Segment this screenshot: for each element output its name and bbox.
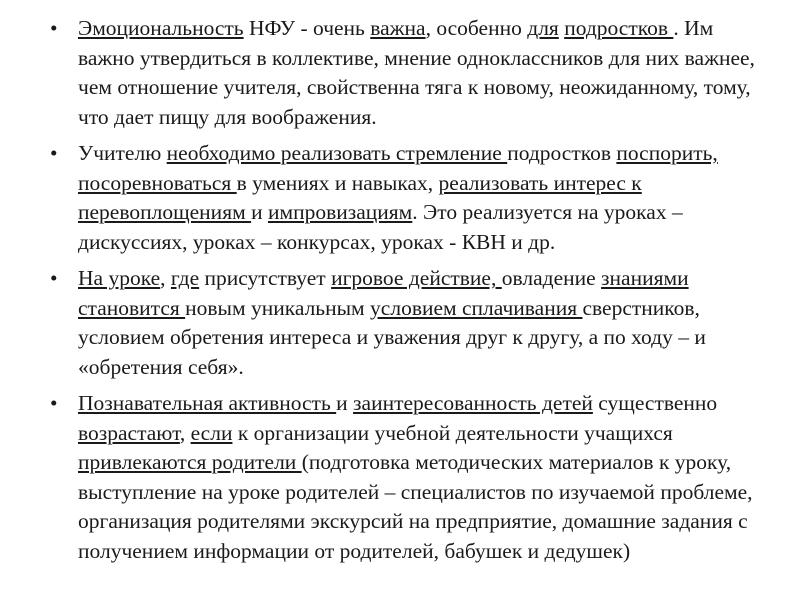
underlined-text: привлекаются родители	[78, 450, 302, 474]
text-segment: . Им важно утвердиться в коллективе, мнение одноклассников для них важнее, чем отношение учителя, свойственна тяга к новому, неожиданному, тому, что дает пищу для воображения.	[78, 16, 755, 129]
text-segment: и	[336, 391, 354, 415]
underlined-text: для	[527, 16, 559, 40]
underlined-text: условием сплачивания	[370, 295, 583, 320]
bullet-marker: •	[50, 266, 58, 290]
underlined-text: где	[170, 266, 200, 290]
underlined-text: если	[190, 420, 233, 445]
bullet-item	[50, 389, 770, 566]
text-segment: Учителю	[78, 141, 167, 165]
underlined-text: реализовать интерес к перевоплощениям	[78, 170, 642, 224]
underlined-text: знаниями становится	[78, 266, 689, 320]
text-segment: НФУ - очень	[243, 16, 371, 40]
underlined-text: важна	[370, 16, 426, 40]
bullet-marker: •	[50, 141, 58, 165]
text-segment: овладение	[501, 266, 602, 290]
underlined-text: Познавательная активность	[78, 391, 337, 415]
underlined-text: импровизациям	[267, 200, 413, 224]
text-segment: и	[251, 200, 268, 224]
text-segment: подростков	[507, 141, 617, 165]
text-segment: , особенно	[425, 16, 528, 40]
bullet-item	[50, 139, 770, 257]
text-segment: . Это реализуется на уроках – дискуссиях, уроках – конкурсах, уроках - КВН и др.	[78, 200, 683, 254]
bullet-marker: •	[50, 391, 58, 415]
text-segment: существенно	[592, 391, 718, 415]
text-segment: сверстников, условием обретения интереса и уважения друг к другу, а по ходу – и «обретения себя».	[78, 295, 706, 379]
underlined-text: поспорить, посоревноваться	[78, 141, 718, 195]
underlined-text: На уроке	[78, 266, 161, 290]
underlined-text: Эмоциональность	[78, 16, 244, 40]
bullet-item	[50, 264, 770, 382]
underlined-text: игровое действие,	[331, 266, 502, 290]
text-segment: новым уникальным	[185, 295, 371, 320]
bullet-item	[50, 14, 770, 132]
underlined-text: подростков	[564, 16, 674, 40]
underlined-text: необходимо реализовать стремление	[166, 141, 508, 165]
bullet-list	[50, 14, 770, 573]
underlined-text: возрастают	[78, 420, 180, 445]
text-segment: в умениях и навыках,	[236, 170, 439, 195]
underlined-text: заинтересованность детей	[353, 391, 593, 415]
text-segment: ,	[160, 266, 171, 290]
text-segment: к организации учебной деятельности учащихся	[232, 420, 673, 445]
text-segment: (подготовка методических материалов к уроку, выступление на уроке родителей – специалистов по изучаемой проблеме, организация родителями экскурсий на предприятие, домашние задания с получением информации от родителей, бабушек и дедушек)	[78, 450, 753, 563]
text-segment: ,	[179, 420, 191, 445]
text-segment: присутствует	[199, 266, 332, 290]
bullet-marker: •	[50, 16, 58, 40]
